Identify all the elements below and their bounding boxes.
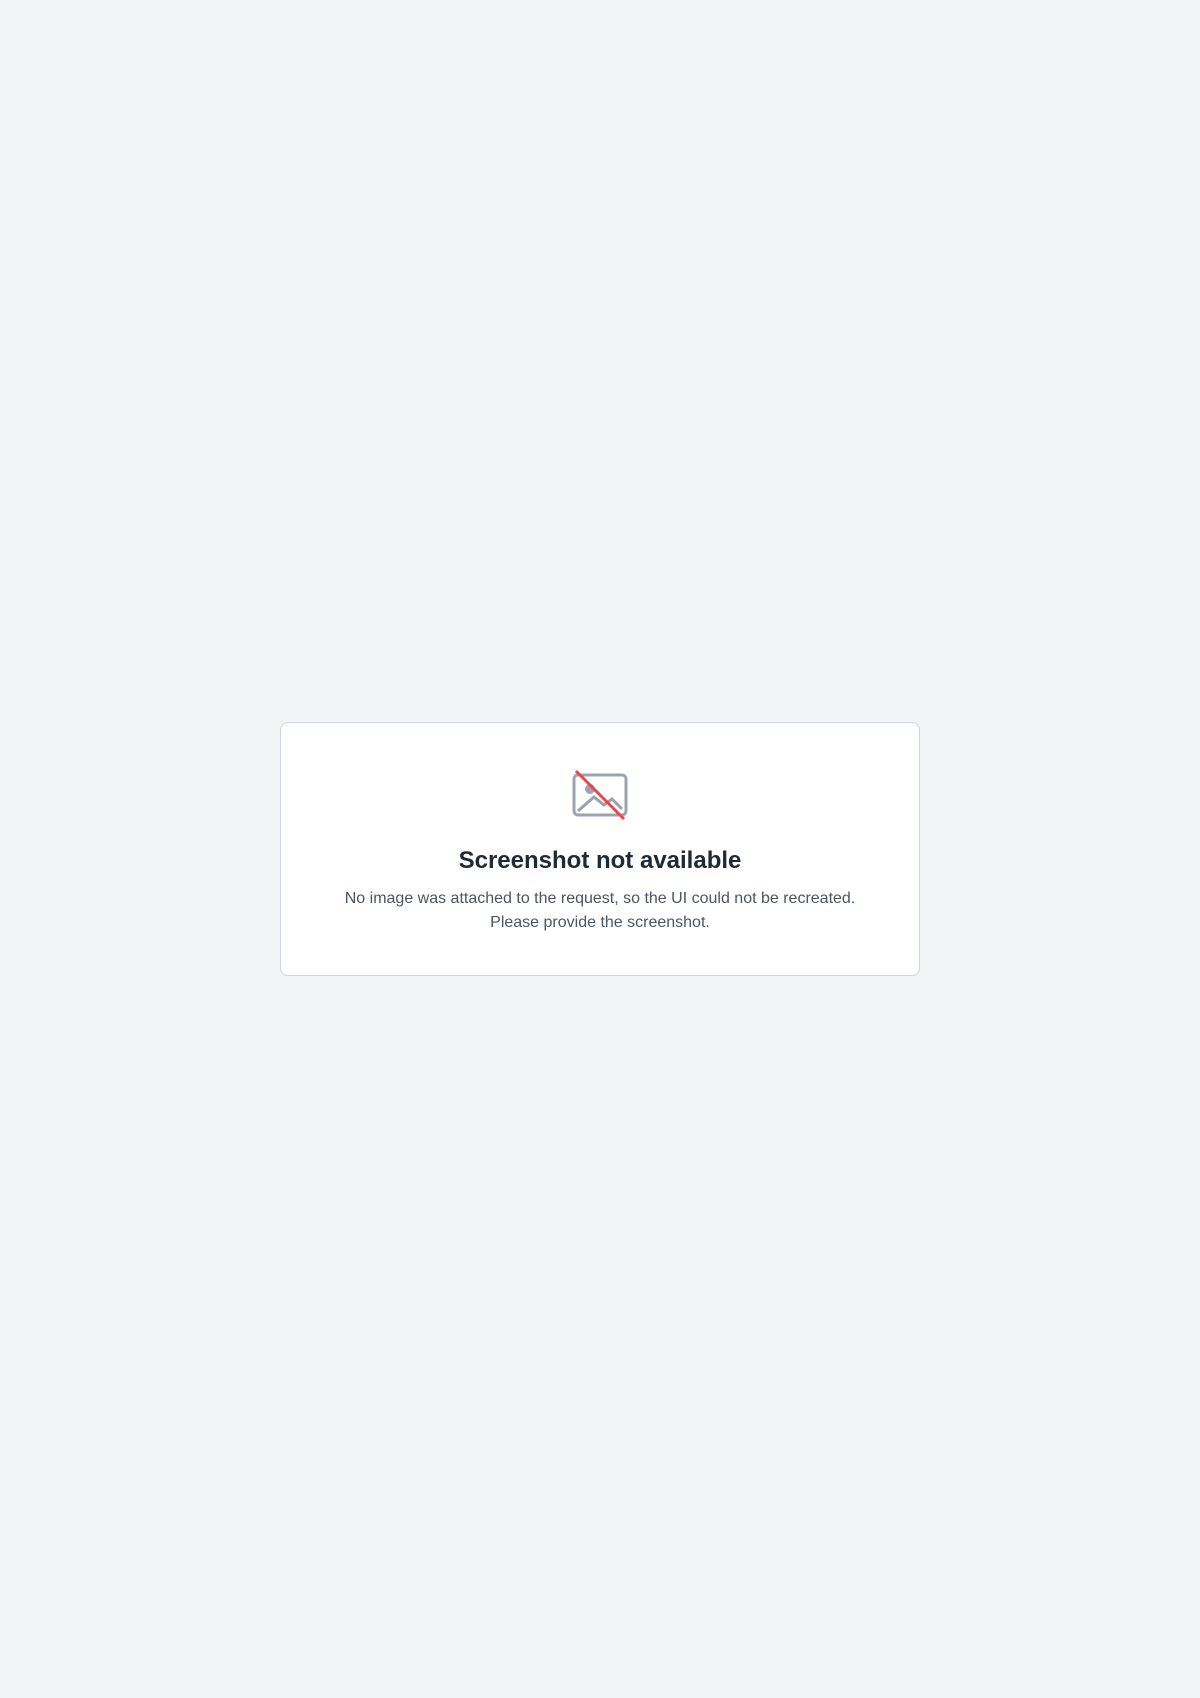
notice-title: Screenshot not available <box>458 847 742 874</box>
image-missing-icon <box>568 763 632 827</box>
notice-body: No image was attached to the request, so the UI could not be recreated. Please provide the screenshot. <box>344 890 856 931</box>
missing-image-notice <box>280 722 920 976</box>
